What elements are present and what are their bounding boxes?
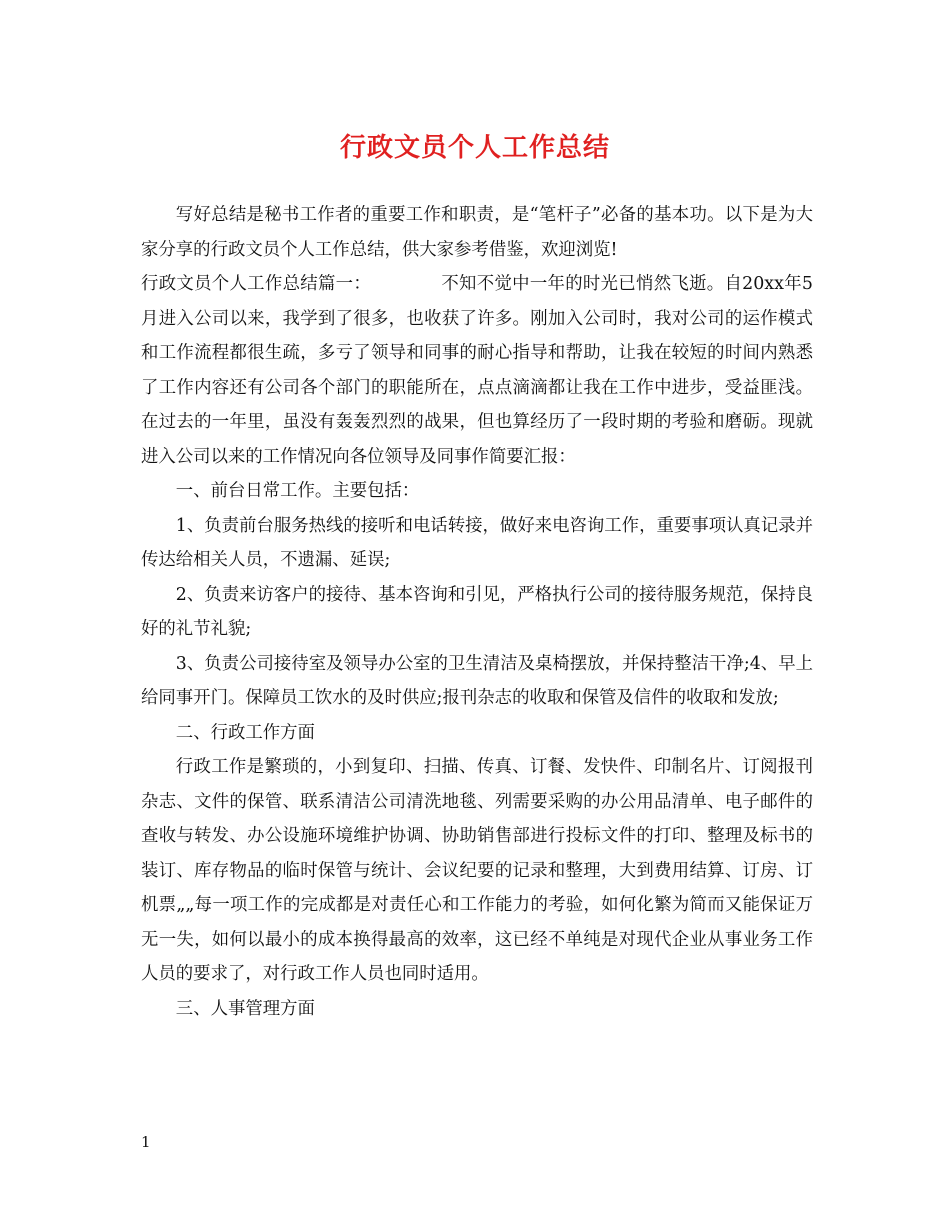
- section1-item-1: 1、负责前台服务热线的接听和电话转接，做好来电咨询工作，重要事项认真记录并传达给相关人员，不遗漏、延误;: [141, 515, 813, 570]
- article-body: 不知不觉中一年的时光已悄然飞逝。自20xx年5月进入公司以来，我学到了很多，也收获了许多。刚加入公司时，我对公司的运作模式和工作流程都很生疏，多亏了领导和同事的耐心指导和帮助，让我在较短的时间内熟悉了工作内容还有公司各个部门的职能所在，点点滴滴都让我在工作中进步，受益匪浅。在过去的一年里，虽没有轰轰烈烈的战果，但也算经历了一段时期的考验和磨砺。现就进入公司以来的工作情况向各位领导及同事作简要汇报：: [141, 274, 813, 467]
- section3-heading: 三、人事管理方面: [175, 998, 315, 1019]
- section2-heading: 二、行政工作方面: [175, 722, 315, 743]
- document-body: [141, 198, 813, 1026]
- intro-paragraph: 写好总结是秘书工作者的重要工作和职责，是“笔杆子”必备的基本功。以下是为大家分享的行政文员个人工作总结，供大家参考借鉴，欢迎浏览!: [141, 205, 813, 260]
- article-paragraph: [141, 267, 813, 474]
- section1-item-2: 2、负责来访客户的接待、基本咨询和引见，严格执行公司的接待服务规范，保持良好的礼节礼貌;: [141, 584, 813, 639]
- article-label: 行政文员个人工作总结篇一：: [141, 274, 372, 294]
- section1-item-3: 3、负责公司接待室及领导办公室的卫生清洁及桌椅摆放，并保持整洁干净;4、早上给同事开门。保障员工饮水的及时供应;报刊杂志的收取和保管及信件的收取和发放;: [141, 653, 813, 708]
- document-title: 行政文员个人工作总结: [339, 133, 610, 163]
- page-number: 1: [141, 1133, 151, 1151]
- section1-heading: 一、前台日常工作。主要包括：: [175, 481, 420, 501]
- section2-body: 行政工作是繁琐的，小到复印、扫描、传真、订餐、发快件、印制名片、订阅报刊杂志、文件的保管、联系清洁公司清洗地毯、列需要采购的办公用品清单、电子邮件的查收与转发、办公设施环境维护协调、协助销售部进行投标文件的打印、整理及标书的装订、库存物品的临时保管与统计、会议纪要的记录和整理，大到费用结算、订房、订机票„„每一项工作的完成都是对责任心和工作能力的考验，如何化繁为简而又能保证万无一失，如何以最小的成本换得最高的效率，这已经不单纯是对现代企业从事业务工作人员的要求了，对行政工作人员也同时适用。: [141, 757, 813, 984]
